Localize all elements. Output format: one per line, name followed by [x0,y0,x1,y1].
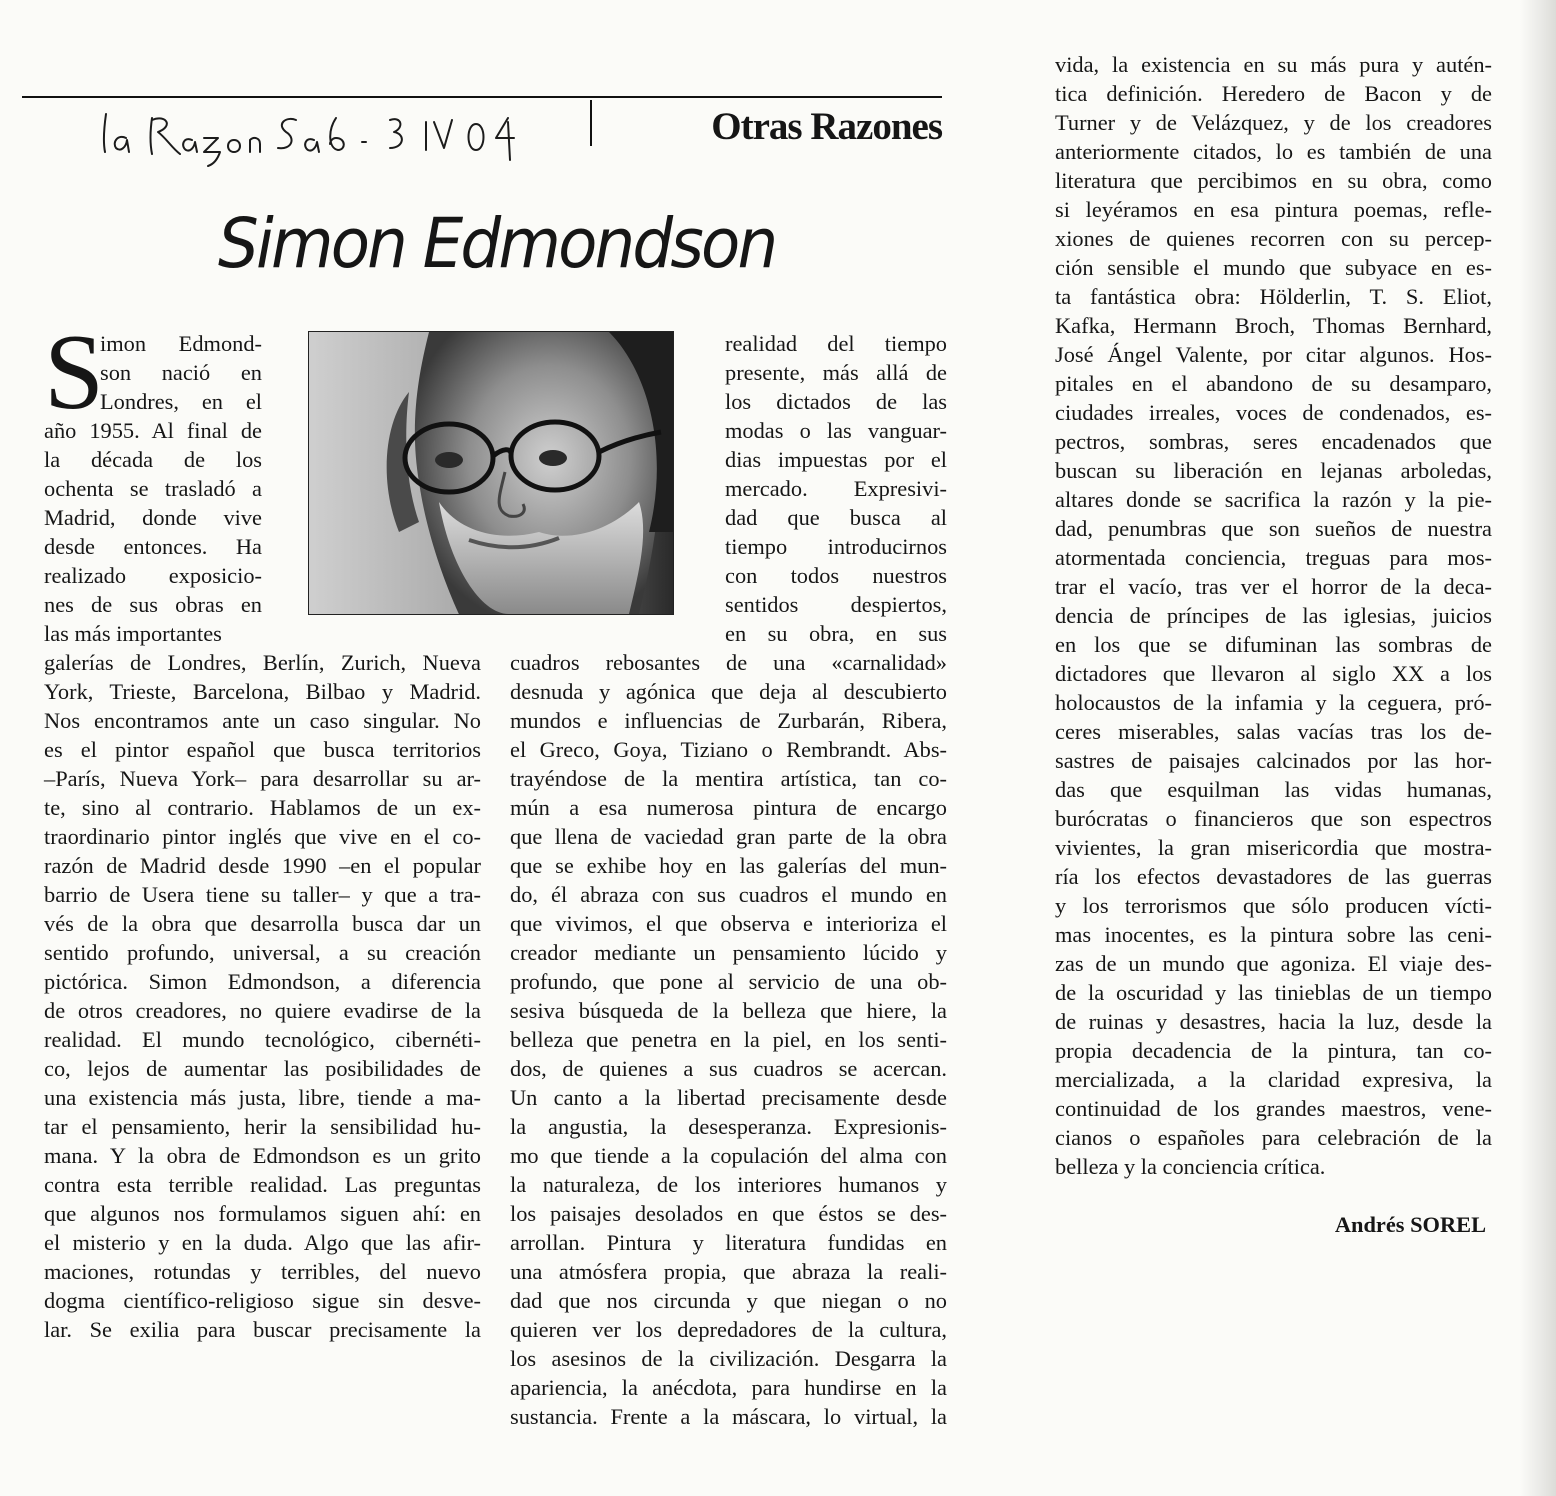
text-line: ciudades irreales, voces de condenados, es- [1055,400,1492,425]
text-line: propia decadencia de la pintura, tan co- [1055,1038,1492,1063]
text-line: burócratas o financieros que son espectros [1055,806,1492,831]
text-line: realizado exposicio- [44,563,262,588]
text-line: co, lejos de aumentar las posibilidades de [44,1056,481,1081]
column-1-narrow [44,416,262,648]
text-line: mercializada, a la claridad expresiva, la [1055,1067,1492,1092]
text-line: en su obra, en sus [725,621,947,646]
column-2-wide [510,648,947,1431]
text-line: barrio de Usera tiene su taller– y que a tra- [44,882,481,907]
text-line: las más importantes [44,621,222,646]
text-line: pectros, sombras, seres encadenados que [1055,429,1492,454]
text-line: sentidos despiertos, [725,592,947,617]
text-line: realidad del tiempo [725,331,947,356]
text-line: dad que nos circunda y que niegan o no [510,1288,947,1313]
text-line: con todos nuestros [725,563,947,588]
text-line: que se exhibe hoy en las galerías del mun- [510,853,947,878]
header-divider [590,100,592,146]
text-line: contra esta terrible realidad. Las preguntas [44,1172,481,1197]
text-line: lar. Se exilia para buscar precisamente la [44,1317,481,1342]
text-line: zas de un mundo que agoniza. El viaje des- [1055,951,1492,976]
text-line: tar el pensamiento, herir la sensibilidad hu- [44,1114,481,1139]
text-line: arrollan. Pintura y literatura fundidas en [510,1230,947,1255]
text-line: dos, de quienes a sus cuadros se acercan. [510,1056,947,1081]
text-line: los dictados de las [725,389,947,414]
text-line: de otros creadores, no quiere evadirse de la [44,998,481,1023]
text-line: profundo, que pone al servicio de una ob- [510,969,947,994]
text-line: sastres de paisajes calcinados por las hor- [1055,748,1492,773]
text-line: el Greco, Goya, Tiziano o Rembrandt. Abs- [510,737,947,762]
text-line: mas inocentes, es la pintura sobre las ceni- [1055,922,1492,947]
text-line: trar el vacío, tras ver el horror de la deca- [1055,574,1492,599]
text-line: dias impuestas por el [725,447,947,472]
text-line: Madrid, donde vive [44,505,262,530]
text-line: año 1955. Al final de [44,418,262,443]
text-line: York, Trieste, Barcelona, Bilbao y Madrid. [44,679,481,704]
text-line: ción sensible el mundo que subyace en es- [1055,255,1492,280]
text-line: dictadores que llevaron al siglo XX a los [1055,661,1492,686]
text-line: imon Edmond- [100,331,262,356]
text-line: vida, la existencia en su más pura y autén- [1055,52,1492,77]
text-line: altares donde se sacrifica la razón y la pie- [1055,487,1492,512]
text-line: presente, más allá de [725,360,947,385]
column-1-wide [44,648,481,1344]
text-line: atormentada conciencia, treguas para mos- [1055,545,1492,570]
text-line: que vivimos, el que observa e interioriza el [510,911,947,936]
text-line: holocaustos de la infamia y la ceguera, pró- [1055,690,1492,715]
text-line: si leyéramos en esa pintura poemas, refle- [1055,197,1492,222]
text-line: vés de la obra que desarrolla busca dar un [44,911,481,936]
text-line: ceres miserables, salas vacías tras los de- [1055,719,1492,744]
text-line: das que esquilman las vidas humanas, [1055,777,1492,802]
text-line: ochenta se trasladó a [44,476,262,501]
text-line: la naturaleza, de los interiores humanos y [510,1172,947,1197]
column-2-narrow [725,329,947,648]
text-line: desnuda y agónica que deja al descubierto [510,679,947,704]
text-line: los asesinos de la civilización. Desgarra la [510,1346,947,1371]
text-line: dad que busca al [725,505,947,530]
text-line: sustancia. Frente a la máscara, lo virtual, la [510,1404,947,1429]
text-line: los paisajes desolados en que éstos se des- [510,1201,947,1226]
column-3 [1055,50,1492,1181]
text-line: belleza y la conciencia crítica. [1055,1154,1326,1179]
text-line: Kafka, Hermann Broch, Thomas Bernhard, [1055,313,1492,338]
text-line: tica definición. Heredero de Bacon y de [1055,81,1492,106]
text-line: Un canto a la libertad precisamente desde [510,1085,947,1110]
text-line: trayéndose de la mentira artística, tan co- [510,766,947,791]
portrait-illustration [309,332,673,614]
handwritten-date-note [100,108,520,168]
text-line: de ruinas y desastres, hacia la luz, desde la [1055,1009,1492,1034]
text-line: mana. Y la obra de Edmondson es un grito [44,1143,481,1168]
text-line: apariencia, la anécdota, para hundirse en la [510,1375,947,1400]
text-line: tiempo introducirnos [725,534,947,559]
author-byline: Andrés SOREL [1334,1212,1486,1237]
text-line: en los que se difuminan las sombras de [1055,632,1492,657]
section-title: Otras Razones [711,105,942,148]
text-line: Londres, en el [100,389,262,414]
text-line: pictórica. Simon Edmondson, a diferencia [44,969,481,994]
text-line: anteriormente citados, lo es también de una [1055,139,1492,164]
text-line: sentido profundo, universal, a su creación [44,940,481,965]
text-line: xiones de quienes recorren con su percep- [1055,226,1492,251]
text-line: ría los efectos devastadores de las guerras [1055,864,1492,889]
scan-edge-shadow [1520,0,1556,1496]
text-line: una atmósfera propia, que abraza la reali- [510,1259,947,1284]
text-line: de la oscuridad y las tinieblas de un tiempo [1055,980,1492,1005]
article-headline: Simon Edmondson [218,204,776,284]
text-line: una existencia más justa, libre, tiende a ma- [44,1085,481,1110]
author-portrait-photo [308,331,674,615]
text-line: –París, Nueva York– para desarrollar su ar- [44,766,481,791]
text-line: José Ángel Valente, por citar algunos. Hos- [1055,342,1492,367]
text-line: dogma científico-religioso sigue sin desve- [44,1288,481,1313]
text-line: razón de Madrid desde 1990 –en el popular [44,853,481,878]
text-line: mo que tiende a la copulación del alma con [510,1143,947,1168]
text-line: Turner y de Velázquez, y de los creadores [1055,110,1492,135]
text-line: que algunos nos formulamos siguen ahí: en [44,1201,481,1226]
text-line: desde entonces. Ha [44,534,262,559]
text-line: nes de sus obras en [44,592,262,617]
text-line: la angustia, la desesperanza. Expresionis- [510,1114,947,1139]
text-line: y los terrorismos que sólo producen vícti- [1055,893,1492,918]
text-line: continuidad de los grandes maestros, vene- [1055,1096,1492,1121]
text-line: cuadros rebosantes de una «carnalidad» [510,650,947,675]
text-line: galerías de Londres, Berlín, Zurich, Nueva [44,650,481,675]
text-line: literatura que percibimos en su obra, como [1055,168,1492,193]
header-rule [22,96,942,98]
text-line: modas o las vanguar- [725,418,947,443]
text-line: do, él abraza con sus cuadros el mundo en [510,882,947,907]
text-line: dencia de príncipes de las iglesias, juicios [1055,603,1492,628]
text-line: el misterio y en la duda. Algo que las afir- [44,1230,481,1255]
text-line: belleza que penetra en la piel, en los senti- [510,1027,947,1052]
intro-lines [100,329,262,416]
text-line: Nos encontramos ante un caso singular. No [44,708,481,733]
text-line: maciones, rotundas y terribles, del nuevo [44,1259,481,1284]
text-line: realidad. El mundo tecnológico, cibernéti- [44,1027,481,1052]
text-line: mundos e influencias de Zurbarán, Ribera, [510,708,947,733]
text-line: que llena de vaciedad gran parte de la obra [510,824,947,849]
text-line: quieren ver los depredadores de la cultura, [510,1317,947,1342]
text-line: dad, penumbras que son sueños de nuestra [1055,516,1492,541]
text-line: ta fantástica obra: Hölderlin, T. S. Eliot, [1055,284,1492,309]
handwritten-note-drawing [100,108,520,168]
text-line: mún a esa numerosa pintura de encargo [510,795,947,820]
text-line: cianos o españoles para celebración de la [1055,1125,1492,1150]
text-line: traordinario pintor inglés que vive en el co- [44,824,481,849]
text-line: te, sino al contrario. Hablamos de un ex- [44,795,481,820]
text-line: creador mediante un pensamiento lúcido y [510,940,947,965]
text-line: pitales en el abandono de su desamparo, [1055,371,1492,396]
text-line: son nació en [100,360,262,385]
drop-cap: S [44,313,105,432]
text-line: buscan su liberación en lejanas arboledas, [1055,458,1492,483]
text-line: sesiva búsqueda de la belleza que hiere, la [510,998,947,1023]
text-line: mercado. Expresivi- [725,476,947,501]
text-line: la década de los [44,447,262,472]
text-line: es el pintor español que busca territorios [44,737,481,762]
text-line: vivientes, la gran misericordia que mostra- [1055,835,1492,860]
